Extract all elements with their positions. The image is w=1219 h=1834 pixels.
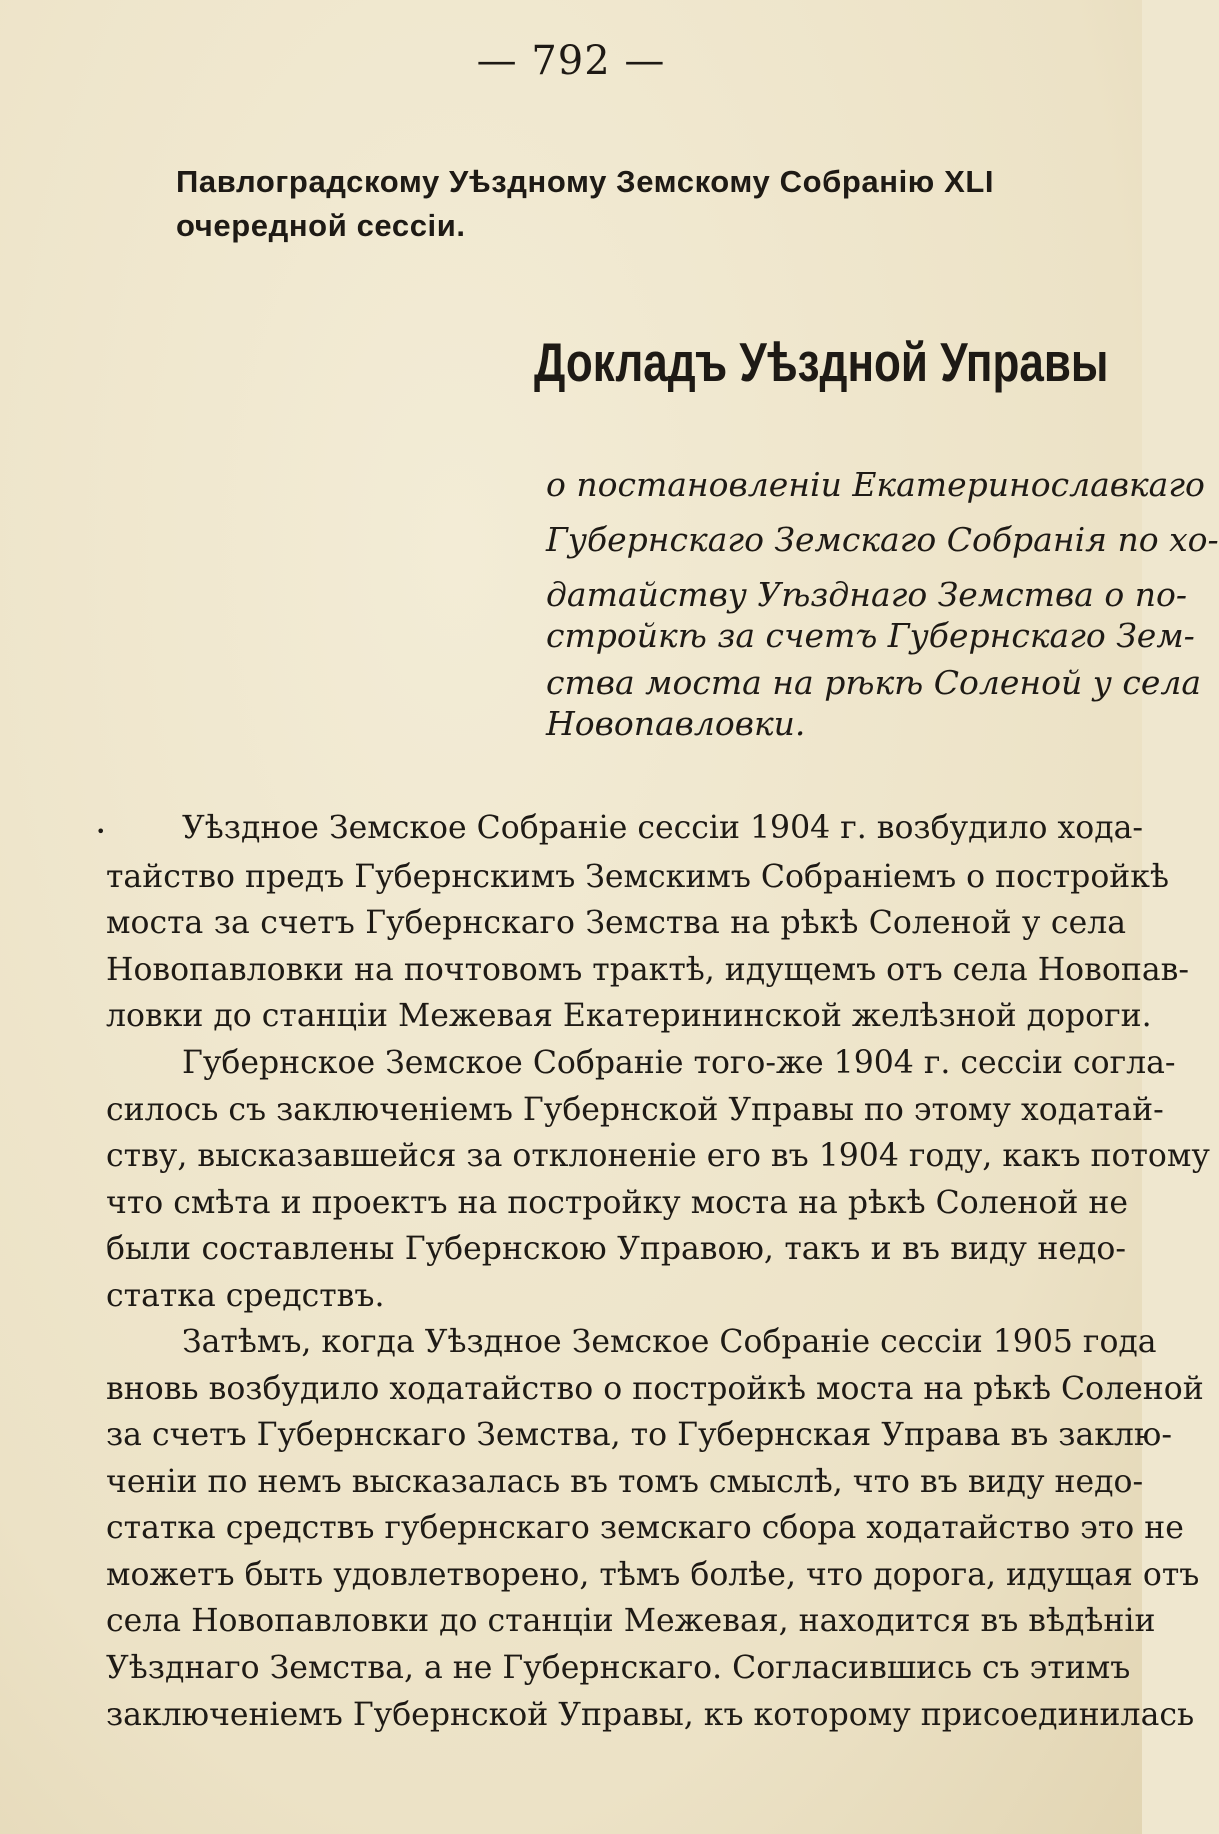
body-line: Уѣздное Земское Собраніе сессіи 1904 г. возбудило хода- [182, 810, 1144, 846]
subject-line: датайству Уѣзднаго Земства о по- [546, 575, 1187, 614]
body-line: что смѣта и проектъ на постройку моста на рѣкѣ Соленой не [106, 1185, 1128, 1221]
body-line: силось съ заключеніемъ Губернской Управы по этому ходатай- [106, 1092, 1164, 1128]
body-line: Затѣмъ, когда Уѣздное Земское Собраніе сессіи 1905 года [182, 1324, 1157, 1360]
body-line: ченіи по немъ высказалась въ томъ смыслѣ, что въ виду недо- [106, 1464, 1144, 1500]
page-number: — 792 — [476, 38, 666, 84]
body-line: заключеніемъ Губернской Управы, къ которому присоединилась [106, 1697, 1195, 1733]
body-line: статка средствъ. [106, 1278, 385, 1314]
body-line: ству, высказавшейся за отклоненіе его въ 1904 году, какъ потому [106, 1138, 1210, 1174]
body-line: моста за счетъ Губернскаго Земства на рѣкѣ Соленой у села [106, 905, 1126, 941]
body-line: были составлены Губернскою Управою, такъ и въ виду недо- [106, 1231, 1126, 1267]
body-line: за счетъ Губернскаго Земства, то Губернская Управа въ заклю- [106, 1417, 1172, 1453]
addressee-heading: Павлоградскому Уѣздному Земскому Собранію XLI очередной сессіи. [176, 164, 995, 243]
subject-line: Новопавловки. [546, 704, 806, 743]
subject-line: о постановленіи Екатеринославкаго [546, 465, 1205, 504]
subject-line: ства моста на рѣкѣ Соленой у села [546, 663, 1202, 702]
body-line: Уѣзднаго Земства, а не Губернскаго. Согласившись съ этимъ [106, 1650, 1131, 1686]
body-line: вновь возбудило ходатайство о постройкѣ моста на рѣкѣ Соленой [106, 1371, 1204, 1407]
body-line: Новопавловки на почтовомъ трактѣ, идущемъ отъ села Новопав- [106, 952, 1189, 988]
body-line: села Новопавловки до станціи Межевая, находится въ вѣдѣніи [106, 1603, 1156, 1639]
subject-line: Губернскаго Земскаго Собранія по хо- [546, 520, 1219, 559]
body-line: тайство предъ Губернскимъ Земскимъ Собраніемъ о постройкѣ [106, 859, 1169, 895]
margin-dot: • [96, 822, 106, 841]
report-title: Докладъ Уѣздной Управы [534, 331, 1109, 393]
body-line: ловки до станціи Межевая Екатерининской желѣзной дороги. [106, 998, 1152, 1034]
body-line: Губернское Земское Собраніе того-же 1904 г. сессіи согла- [182, 1045, 1176, 1081]
body-line: можетъ быть удовлетворено, тѣмъ болѣе, что дорога, идущая отъ [106, 1557, 1200, 1593]
subject-line: стройкѣ за счетъ Губернскаго Зем- [546, 616, 1195, 655]
body-line: статка средствъ губернскаго земскаго сбора ходатайство это не [106, 1510, 1184, 1546]
